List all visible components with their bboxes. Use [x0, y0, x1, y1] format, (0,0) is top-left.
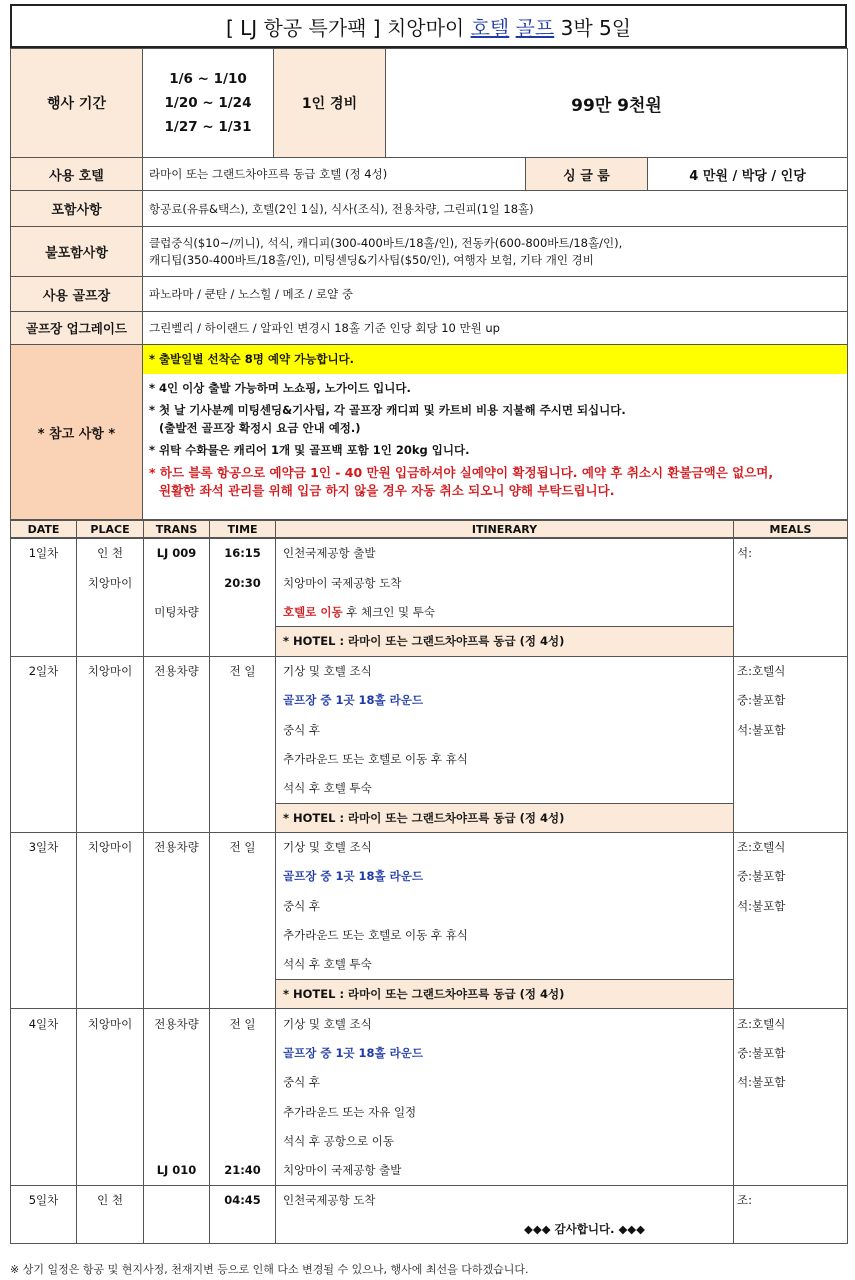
course-label: 사용 골프장: [11, 277, 143, 312]
trans-cell: [144, 921, 210, 950]
place-cell: [77, 921, 144, 950]
day-date: [11, 1214, 77, 1243]
note-line-1: * 4인 이상 출발 가능하며 노쇼핑, 노가이드 입니다.: [149, 381, 411, 395]
meal-cell: 조:호텔식: [734, 656, 848, 685]
itinerary-text: 치앙마이 국제공항 출발: [276, 1156, 734, 1185]
itinerary-row: [11, 656, 848, 685]
trans-cell: [144, 1038, 210, 1067]
page-title: [11, 5, 846, 47]
meal-cell: [734, 1126, 848, 1155]
itinerary-text: 기상 및 호텔 조식: [276, 656, 734, 685]
note-warning-1: * 하드 블록 항공으로 예약금 1인 - 40 만원 입금하셔야 실예약이 확정됩니다. 예약 후 취소시 환불금액은 없으며,: [149, 465, 774, 480]
note-warning-2: 원활한 좌석 관리를 위해 입금 하지 않을 경우 자동 취소 되오니 양해 부탁드립니다.: [159, 483, 615, 498]
time-cell: [210, 627, 276, 656]
itinerary-body: [10, 538, 848, 1244]
trans-cell: [144, 568, 210, 597]
meal-cell: 조:호텔식: [734, 832, 848, 861]
time-cell: [210, 891, 276, 920]
header-meals: MEALS: [734, 521, 848, 538]
place-cell: [77, 979, 144, 1008]
itinerary-row: [11, 950, 848, 979]
itinerary-row: [11, 715, 848, 744]
period-date-2: 1/20 ~ 1/24: [164, 95, 252, 111]
itinerary-row: [11, 862, 848, 891]
day-date: [11, 950, 77, 979]
itinerary-text: 골프장 중 1곳 18홀 라운드: [276, 862, 734, 891]
place-cell: [77, 774, 144, 803]
time-cell: [210, 1068, 276, 1097]
itinerary-text: 중식 후: [276, 891, 734, 920]
golf-package-sheet: [10, 4, 847, 1244]
meal-cell: [734, 774, 848, 803]
meal-cell: 조:: [734, 1185, 848, 1214]
trans-cell: [144, 979, 210, 1008]
itinerary-row: [11, 539, 848, 568]
trans-cell: [144, 774, 210, 803]
time-cell: [210, 979, 276, 1008]
time-cell: 전 일: [210, 656, 276, 685]
trans-cell: [144, 1126, 210, 1155]
place-cell: [77, 685, 144, 714]
time-cell: [210, 715, 276, 744]
itinerary-text: ◆◆◆ 감사합니다. ◆◆◆: [276, 1214, 734, 1243]
trans-cell: LJ 010: [144, 1156, 210, 1185]
day-date: [11, 774, 77, 803]
trans-cell: [144, 1185, 210, 1214]
excluded-line-1: 클럽중식($10~/끼니), 석식, 캐디피(300-400바트/18홀/인), 전동카(600-800바트/18홀/인),: [149, 235, 623, 250]
hotel-info-cell: * HOTEL : 라마이 또는 그랜드차야프륵 동급 (정 4성): [276, 803, 734, 832]
time-cell: [210, 774, 276, 803]
place-cell: [77, 950, 144, 979]
trans-cell: [144, 803, 210, 832]
itinerary-text: 기상 및 호텔 조식: [276, 1009, 734, 1038]
day-date: 3일차: [11, 832, 77, 861]
trans-cell: [144, 1068, 210, 1097]
title-part2: 3박 5일: [554, 15, 632, 40]
meal-cell: [734, 627, 848, 656]
itinerary-row: [11, 1068, 848, 1097]
meal-cell: 중:불포함: [734, 1038, 848, 1067]
day-date: [11, 744, 77, 773]
cost-value: 99만 9천원: [386, 49, 848, 158]
meal-cell: [734, 1214, 848, 1243]
itinerary-row: [11, 627, 848, 656]
itinerary-text: 석식 후 호텔 투숙: [276, 950, 734, 979]
day-date: 4일차: [11, 1009, 77, 1038]
itinerary-text: 골프장 중 1곳 18홀 라운드: [276, 685, 734, 714]
header-date: DATE: [11, 521, 77, 538]
meal-cell: [734, 1156, 848, 1185]
itinerary-text: 치앙마이 국제공항 도착: [276, 568, 734, 597]
period-dates: [143, 49, 274, 158]
itinerary-text: 추가라운드 또는 호텔로 이동 후 휴식: [276, 921, 734, 950]
day-date: [11, 1097, 77, 1126]
day-date: [11, 715, 77, 744]
hotel-info-cell: * HOTEL : 라마이 또는 그랜드차야프륵 동급 (정 4성): [276, 627, 734, 656]
place-cell: 치앙마이: [77, 832, 144, 861]
day-date: 1일차: [11, 539, 77, 568]
trans-cell: [144, 891, 210, 920]
day-date: [11, 862, 77, 891]
itinerary-text: 추가라운드 또는 호텔로 이동 후 휴식: [276, 744, 734, 773]
place-cell: [77, 1068, 144, 1097]
trans-cell: 전용차량: [144, 656, 210, 685]
trans-cell: LJ 009: [144, 539, 210, 568]
cost-label: 1인 경비: [274, 49, 386, 158]
time-cell: 16:15: [210, 539, 276, 568]
notes-content: [143, 345, 848, 520]
day-date: [11, 685, 77, 714]
time-cell: 20:30: [210, 568, 276, 597]
itinerary-row: [11, 774, 848, 803]
itinerary-row: [11, 744, 848, 773]
hotel-info-cell: * HOTEL : 라마이 또는 그랜드차야프륵 동급 (정 4성): [276, 979, 734, 1008]
time-cell: [210, 1038, 276, 1067]
itinerary-text: 인천국제공항 출발: [276, 539, 734, 568]
itinerary-row: [11, 1185, 848, 1214]
excluded-value: [143, 227, 848, 277]
day-date: [11, 921, 77, 950]
meal-cell: [734, 568, 848, 597]
place-cell: [77, 1038, 144, 1067]
trans-cell: 미팅차량: [144, 597, 210, 626]
excluded-line-2: 캐디팁(350-400바트/18홀/인), 미팅센딩&기사팁($50/인), 여행자 보험, 기타 개인 경비: [149, 252, 594, 267]
time-cell: 04:45: [210, 1185, 276, 1214]
itinerary-row: [11, 803, 848, 832]
place-cell: 인 천: [77, 1185, 144, 1214]
footer-note: ※ 상기 일정은 항공 및 현지사정, 천재지변 등으로 인해 다소 변경될 수 있으나, 행사에 최선을 다하겠습니다.: [10, 1263, 529, 1276]
excluded-label: 불포함사항: [11, 227, 143, 277]
itinerary-text: 중식 후: [276, 715, 734, 744]
course-value: 파노라마 / 쿤탄 / 노스힐 / 메조 / 로얄 중: [143, 277, 848, 312]
itinerary-table: [10, 520, 848, 538]
place-cell: [77, 891, 144, 920]
itinerary-row: [11, 891, 848, 920]
place-cell: [77, 597, 144, 626]
itinerary-row: [11, 1038, 848, 1067]
time-cell: 전 일: [210, 832, 276, 861]
meal-cell: [734, 921, 848, 950]
time-cell: [210, 597, 276, 626]
meal-cell: [734, 950, 848, 979]
upgrade-value: 그린벨리 / 하이랜드 / 알파인 변경시 18홀 기준 인당 회당 10 만원 up: [143, 312, 848, 345]
header-time: TIME: [210, 521, 276, 538]
info-table: [10, 48, 848, 520]
place-cell: 치앙마이: [77, 1009, 144, 1038]
place-cell: [77, 627, 144, 656]
meal-cell: 석:: [734, 539, 848, 568]
upgrade-label: 골프장 업그레이드: [11, 312, 143, 345]
itinerary-row: [11, 979, 848, 1008]
itinerary-text: 석식 후 호텔 투숙: [276, 774, 734, 803]
notes-label: * 참고 사항 *: [11, 345, 143, 520]
itinerary-row: [11, 1126, 848, 1155]
itinerary-text: 기상 및 호텔 조식: [276, 832, 734, 861]
itinerary-highlight: 호텔로 이동: [283, 604, 343, 619]
meal-cell: 석:불포함: [734, 1068, 848, 1097]
meal-cell: [734, 744, 848, 773]
trans-cell: 전용차량: [144, 1009, 210, 1038]
time-cell: [210, 744, 276, 773]
day-date: [11, 1126, 77, 1155]
title-table: [10, 4, 847, 48]
note-line-2b: (출발전 골프장 확정시 요금 안내 예정.): [159, 421, 361, 435]
itinerary-row: [11, 597, 848, 626]
time-cell: [210, 1126, 276, 1155]
header-trans: TRANS: [144, 521, 210, 538]
itinerary-text: 중식 후: [276, 1068, 734, 1097]
day-date: [11, 1156, 77, 1185]
place-cell: [77, 744, 144, 773]
meal-cell: 중:불포함: [734, 862, 848, 891]
day-date: [11, 597, 77, 626]
meal-cell: [734, 597, 848, 626]
note-line-2a: * 첫 날 기사분께 미팅센딩&기사팁, 각 골프장 캐디피 및 카트비 비용 지불해 주시면 되십니다.: [149, 403, 626, 417]
itinerary-row: [11, 921, 848, 950]
trans-cell: [144, 1097, 210, 1126]
place-cell: [77, 715, 144, 744]
itinerary-row: [11, 1009, 848, 1038]
place-cell: [77, 1126, 144, 1155]
meal-cell: 조:호텔식: [734, 1009, 848, 1038]
hotel-value: 라마이 또는 그랜드차야프륵 동급 호텔 (정 4성): [143, 158, 526, 191]
note-line-3: * 위탁 수화물은 캐리어 1개 및 골프백 포함 1인 20kg 입니다.: [149, 443, 470, 457]
itinerary-text-rest: 후 체크인 및 투숙: [342, 604, 435, 619]
day-date: [11, 1038, 77, 1067]
place-cell: [77, 1156, 144, 1185]
trans-cell: [144, 627, 210, 656]
title-golf: 골프: [515, 15, 555, 40]
trans-cell: [144, 744, 210, 773]
time-cell: [210, 862, 276, 891]
time-cell: 21:40: [210, 1156, 276, 1185]
header-itinerary: ITINERARY: [276, 521, 734, 538]
single-room-value: 4 만원 / 박당 / 인당: [648, 158, 848, 191]
included-label: 포함사항: [11, 191, 143, 227]
trans-cell: [144, 1214, 210, 1243]
period-date-3: 1/27 ~ 1/31: [164, 119, 252, 135]
meal-cell: 석:불포함: [734, 891, 848, 920]
itinerary-row: [11, 1097, 848, 1126]
place-cell: 인 천: [77, 539, 144, 568]
itinerary-text: 인천국제공항 도착: [276, 1185, 734, 1214]
meal-cell: 석:불포함: [734, 715, 848, 744]
trans-cell: [144, 950, 210, 979]
place-cell: 치앙마이: [77, 568, 144, 597]
time-cell: [210, 1214, 276, 1243]
time-cell: [210, 1097, 276, 1126]
itinerary-row: [11, 1214, 848, 1243]
day-date: [11, 627, 77, 656]
place-cell: [77, 1214, 144, 1243]
period-date-1: 1/6 ~ 1/10: [169, 71, 247, 87]
day-date: 2일차: [11, 656, 77, 685]
trans-cell: [144, 715, 210, 744]
hotel-label: 사용 호텔: [11, 158, 143, 191]
itinerary-row: [11, 1156, 848, 1185]
day-date: [11, 979, 77, 1008]
itinerary-row: [11, 568, 848, 597]
period-label: 행사 기간: [11, 49, 143, 158]
single-room-label: 싱 글 룸: [526, 158, 648, 191]
itinerary-text: [276, 597, 734, 626]
header-place: PLACE: [77, 521, 144, 538]
time-cell: [210, 950, 276, 979]
itinerary-header-row: [11, 521, 848, 538]
trans-cell: 전용차량: [144, 832, 210, 861]
day-date: 5일차: [11, 1185, 77, 1214]
trans-cell: [144, 685, 210, 714]
included-value: 항공료(유류&택스), 호텔(2인 1실), 식사(조식), 전용차량, 그린피(1일 18홀): [143, 191, 848, 227]
notes-highlight: * 출발일별 선착순 8명 예약 가능합니다.: [143, 345, 847, 374]
itinerary-text: 골프장 중 1곳 18홀 라운드: [276, 1038, 734, 1067]
itinerary-text: 추가라운드 또는 자유 일정: [276, 1097, 734, 1126]
place-cell: [77, 1097, 144, 1126]
meal-cell: [734, 803, 848, 832]
time-cell: 전 일: [210, 1009, 276, 1038]
trans-cell: [144, 862, 210, 891]
day-date: [11, 568, 77, 597]
itinerary-row: [11, 832, 848, 861]
itinerary-text: 석식 후 공항으로 이동: [276, 1126, 734, 1155]
day-date: [11, 1068, 77, 1097]
meal-cell: [734, 979, 848, 1008]
place-cell: 치앙마이: [77, 656, 144, 685]
time-cell: [210, 803, 276, 832]
day-date: [11, 803, 77, 832]
meal-cell: [734, 1097, 848, 1126]
title-part1: [ LJ 항공 특가팩 ] 치앙마이: [225, 15, 471, 40]
meal-cell: 중:불포함: [734, 685, 848, 714]
place-cell: [77, 862, 144, 891]
itinerary-row: [11, 685, 848, 714]
time-cell: [210, 685, 276, 714]
time-cell: [210, 921, 276, 950]
day-date: [11, 891, 77, 920]
title-hotel: 호텔: [470, 15, 510, 40]
place-cell: [77, 803, 144, 832]
